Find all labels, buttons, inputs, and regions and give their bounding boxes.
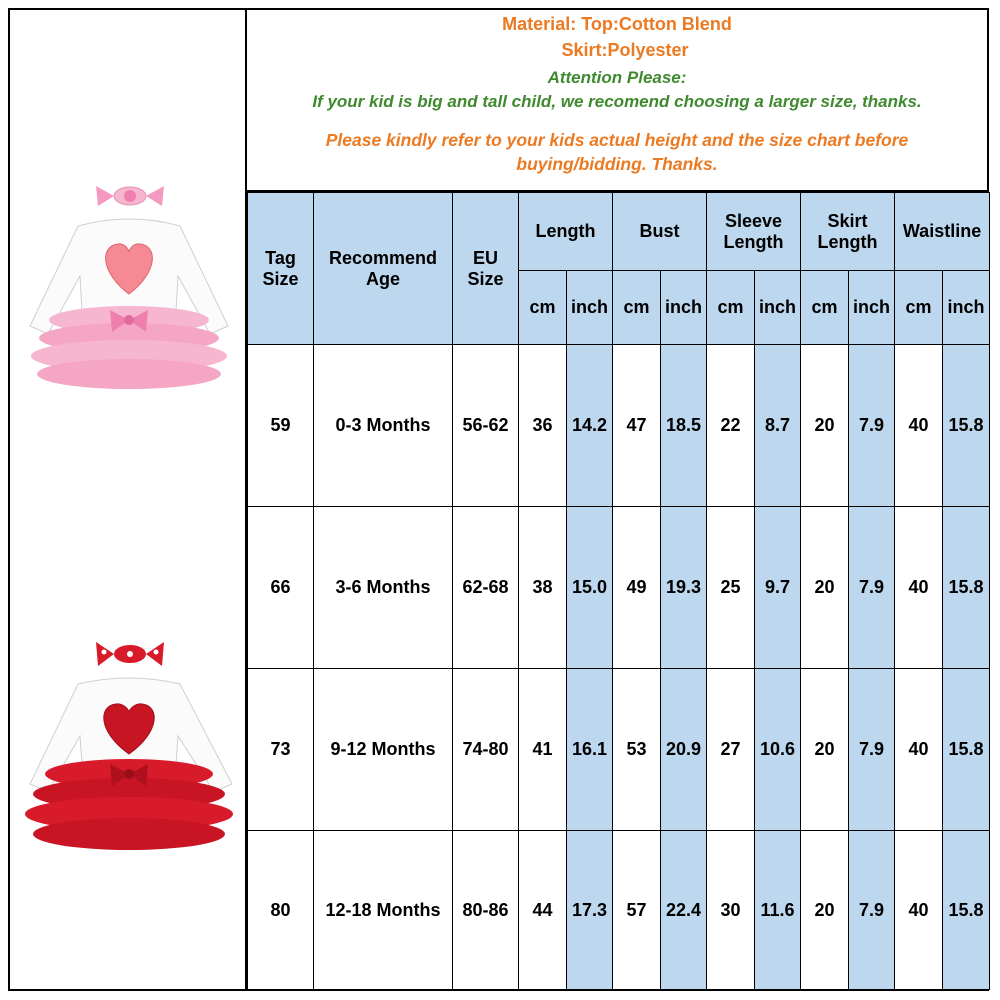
cell-bust-cm: 49 [613,507,661,669]
table-row [248,831,990,990]
cell-sleeve-inch: 8.7 [755,345,801,507]
cell-tag-size: 80 [248,831,314,990]
header-tag-size: Tag Size [248,193,314,345]
cell-length-cm: 41 [519,669,567,831]
header-bust: Bust [613,193,707,271]
pink-outfit-image [18,160,240,410]
table-row [248,507,990,669]
cell-bust-cm: 53 [613,669,661,831]
cell-bust-inch: 18.5 [661,345,707,507]
header-waistline: Waistline [895,193,990,271]
product-images-column [10,10,247,989]
cell-length-cm: 44 [519,831,567,990]
cell-waist-inch: 15.8 [943,831,990,990]
cell-skirt-cm: 20 [801,507,849,669]
cell-sleeve-cm: 27 [707,669,755,831]
cell-length-inch: 17.3 [567,831,613,990]
cell-waist-inch: 15.8 [943,669,990,831]
header-length: Length [519,193,613,271]
cell-sleeve-cm: 22 [707,345,755,507]
cell-length-cm: 38 [519,507,567,669]
cell-skirt-cm: 20 [801,669,849,831]
table-row [248,669,990,831]
cell-sleeve-cm: 25 [707,507,755,669]
cell-length-inch: 16.1 [567,669,613,831]
attention-title: Attention Please: [547,68,687,87]
cell-age: 12-18 Months [314,831,453,990]
cell-length-cm: 36 [519,345,567,507]
header-eu-size: EU Size [453,193,519,345]
cell-length-inch: 14.2 [567,345,613,507]
cell-eu-size: 62-68 [453,507,519,669]
cell-skirt-inch: 7.9 [849,345,895,507]
cell-skirt-cm: 20 [801,831,849,990]
red-outfit-image [18,624,240,874]
cell-length-inch: 15.0 [567,507,613,669]
size-chart-table [247,192,990,990]
unit-cell: cm [519,271,567,345]
refer-line-1: Please kindly refer to your kids actual height and the size chart before [325,130,909,150]
cell-eu-size: 74-80 [453,669,519,831]
cell-waist-cm: 40 [895,669,943,831]
notes-panel [247,10,987,192]
cell-tag-size: 73 [248,669,314,831]
cell-waist-cm: 40 [895,831,943,990]
cell-skirt-cm: 20 [801,345,849,507]
cell-tag-size: 59 [248,345,314,507]
cell-waist-cm: 40 [895,507,943,669]
material-top: Material: Top:Cotton Blend [502,14,732,34]
unit-cell: cm [613,271,661,345]
attention-text: If your kid is big and tall child, we recomend choosing a larger size, thanks. [312,92,922,111]
unit-cell: inch [567,271,613,345]
cell-age: 0-3 Months [314,345,453,507]
header-row-1 [248,193,990,271]
refer-line-2: buying/bidding. Thanks. [516,154,718,174]
unit-cell: inch [849,271,895,345]
cell-eu-size: 56-62 [453,345,519,507]
cell-skirt-inch: 7.9 [849,669,895,831]
header-skirt-length: Skirt Length [801,193,895,271]
cell-waist-inch: 15.8 [943,507,990,669]
cell-bust-inch: 19.3 [661,507,707,669]
size-chart-frame [8,8,989,991]
cell-sleeve-inch: 11.6 [755,831,801,990]
cell-bust-inch: 22.4 [661,831,707,990]
header-sleeve-length: Sleeve Length [707,193,801,271]
unit-cell: inch [943,271,990,345]
unit-cell: cm [707,271,755,345]
cell-bust-cm: 57 [613,831,661,990]
cell-bust-cm: 47 [613,345,661,507]
material-skirt: Skirt:Polyester [561,40,689,60]
cell-waist-inch: 15.8 [943,345,990,507]
cell-age: 3-6 Months [314,507,453,669]
cell-skirt-inch: 7.9 [849,507,895,669]
cell-skirt-inch: 7.9 [849,831,895,990]
cell-bust-inch: 20.9 [661,669,707,831]
cell-waist-cm: 40 [895,345,943,507]
cell-eu-size: 80-86 [453,831,519,990]
table-row [248,345,990,507]
cell-sleeve-cm: 30 [707,831,755,990]
header-recommend-age: Recommend Age [314,193,453,345]
cell-age: 9-12 Months [314,669,453,831]
unit-cell: inch [661,271,707,345]
cell-sleeve-inch: 10.6 [755,669,801,831]
cell-tag-size: 66 [248,507,314,669]
unit-cell: cm [895,271,943,345]
unit-cell: inch [755,271,801,345]
cell-sleeve-inch: 9.7 [755,507,801,669]
unit-cell: cm [801,271,849,345]
